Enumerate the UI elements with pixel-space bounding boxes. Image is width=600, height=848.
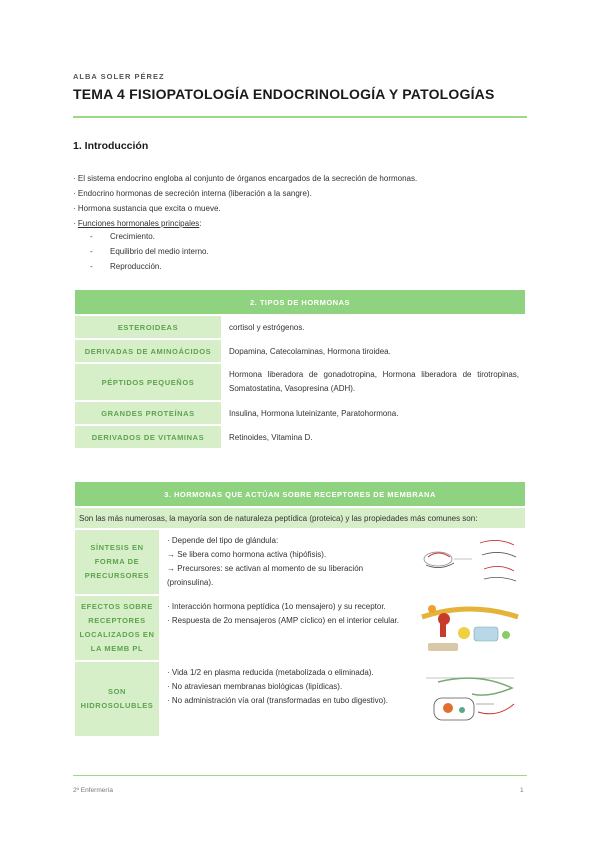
table-header: 2. TIPOS DE HORMONAS (74, 289, 526, 315)
row-value: Dopamina, Catecolaminas, Hormona tiroidea. (222, 339, 526, 363)
row-label: EFECTOS SOBRE RECEPTORES LOCALIZADOS EN LA MEMB PL (74, 595, 160, 661)
table-header: 3. HORMONAS QUE ACTÚAN SOBRE RECEPTORES DE MEMBRANA (74, 481, 526, 507)
row-label: PÉPTIDOS PEQUEÑOS (74, 363, 222, 401)
hydrosoluble-diagram (414, 661, 526, 737)
membrane-receptor-table (73, 480, 527, 738)
row-value: · Depende del tipo de glándula: → Se libera como hormona activa (hipófisis). → Precursores: se activan al momento de su liberación (proinsulina). (160, 529, 414, 595)
table-intro: Son las más numerosas, la mayoría son de naturaleza peptídica (proteica) y las propiedades más comunes son: (74, 507, 526, 529)
hormone-types-table (73, 288, 527, 450)
bullet-item: · Funciones hormonales principales: (73, 219, 202, 228)
precursor-diagram (414, 529, 526, 595)
bullet-item: · El sistema endocrino engloba al conjunto de órganos encargados de la secreción de hormonas. (73, 174, 418, 183)
hydrosoluble-diagram-image (418, 668, 522, 728)
row-label: DERIVADOS DE VITAMINAS (74, 425, 222, 449)
funciones-label: Funciones hormonales principales (77, 219, 200, 228)
page-number: 1 (520, 787, 524, 794)
row-value: Insulina, Hormona luteinizante, Paratohormona. (222, 401, 526, 425)
precursor-diagram-image (418, 535, 522, 587)
section-heading: 1. Introducción (73, 140, 149, 152)
author-name: ALBA SOLER PÉREZ (73, 72, 165, 81)
row-label: GRANDES PROTEÍNAS (74, 401, 222, 425)
row-value: · Interacción hormona peptídica (1o mensajero) y su receptor. · Respuesta de 2o mensajeros (AMP cíclico) en el interior celular. (160, 595, 414, 661)
intro-bullets (73, 171, 417, 231)
row-value: cortisol y estrógenos. (222, 315, 526, 339)
sub-item: - Crecimiento. (90, 232, 155, 241)
row-value: Hormona liberadora de gonadotropina, Hormona liberadora de tirotropinas, Somatostatina, Vasopresina (ADH). (222, 363, 526, 401)
title-divider (73, 116, 527, 118)
row-value: Retinoides, Vitamina D. (222, 425, 526, 449)
row-label: DERIVADAS DE AMINOÁCIDOS (74, 339, 222, 363)
bullet-item: · Endocrino hormonas de secreción interna (liberación a la sangre). (73, 189, 312, 198)
footer-divider (73, 775, 527, 776)
bullet-item: · Hormona sustancia que excita o mueve. (73, 204, 221, 213)
row-value: · Vida 1/2 en plasma reducida (metabolizada o eliminada). · No atraviesan membranas biológicas (lipídicas). · No administración vía oral (transformadas en tubo digestivo). (160, 661, 414, 737)
row-label: ESTEROIDEAS (74, 315, 222, 339)
page-title: TEMA 4 FISIOPATOLOGÍA ENDOCRINOLOGÍA Y PATOLOGÍAS (73, 86, 495, 102)
sub-list (90, 229, 209, 274)
receptor-diagram (414, 595, 526, 661)
row-label: SÍNTESIS EN FORMA DE PRECURSORES (74, 529, 160, 595)
sub-item: - Reproducción. (90, 262, 162, 271)
sub-item: - Equilibrio del medio interno. (90, 247, 209, 256)
footer-course: 2º Enfermería (73, 787, 113, 794)
receptor-diagram-image (418, 599, 522, 655)
row-label: SON HIDROSOLUBLES (74, 661, 160, 737)
